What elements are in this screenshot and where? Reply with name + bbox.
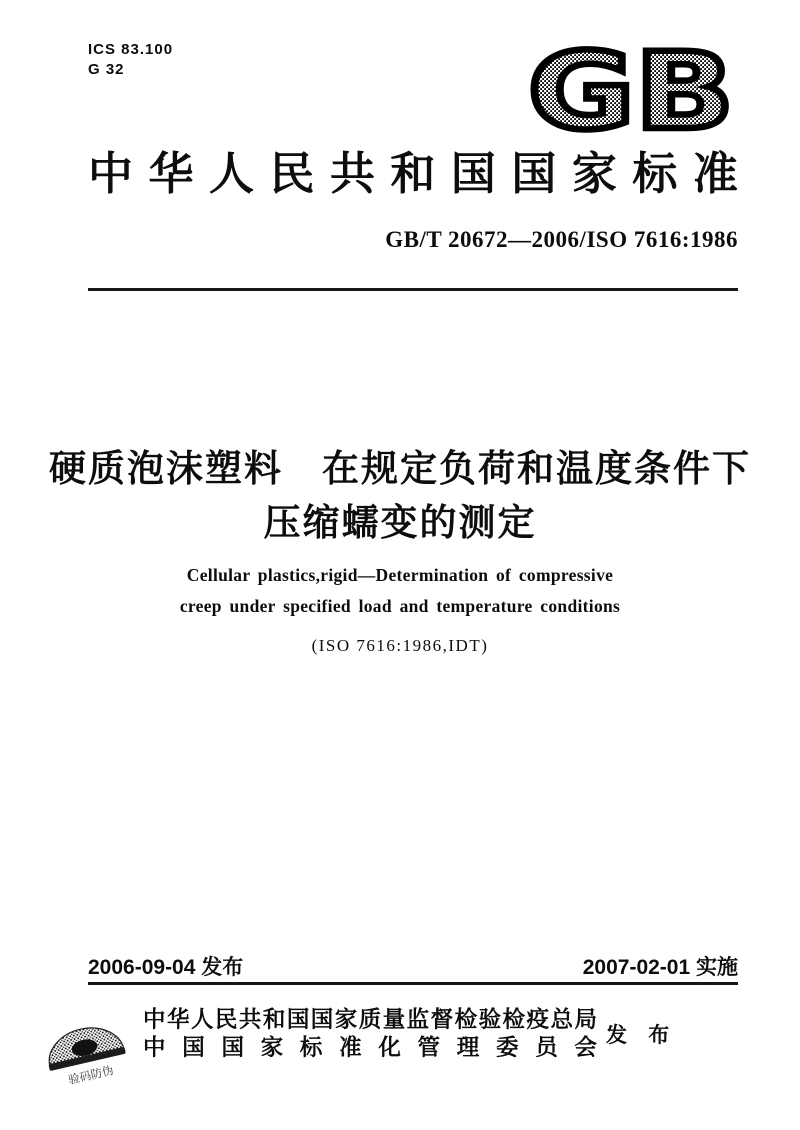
doc-title-cn-line1: 硬质泡沫塑料 在规定负荷和温度条件下 [49,448,751,489]
category-code: G 32 [88,61,125,78]
issuer-block [143,1006,597,1061]
dates-row [88,951,738,981]
seal-icon [34,1004,134,1104]
gb-logo-icon [526,42,738,138]
ics-code: ICS 83.100 [88,41,174,58]
doc-title-en [0,560,800,622]
bottom-divider [88,982,738,985]
doc-title-en-line2: creep under specified load and temperature conditions [179,596,621,616]
classification-block [88,40,173,80]
issuer-secondary: 中 国 国 家 标 准 化 管 理 委 员 会 [143,1034,597,1060]
top-divider [88,288,738,291]
issuer-primary: 中 华 人 民 共 和 国 国 家 质 量 监 督 检 验 检 疫 总 局 [143,1007,597,1032]
standard-number: GB/T 20672—2006/ISO 7616:1986 [385,227,738,252]
implementation-date: 2007-02-01 实施 [582,956,738,979]
doc-title-en-line1: Cellular plastics,rigid—Determination of compressive [186,565,614,585]
anticounterfeit-seal [34,1004,134,1104]
issue-date: 2006-09-04 发布 [88,956,244,979]
doc-title-cn-line2: 压缩蠕变的测定 [263,502,537,543]
seal-text: 验码防伪 [67,1064,115,1087]
publish-label: 发 布 [606,1023,678,1047]
iso-reference: (ISO 7616:1986,IDT) [311,636,489,655]
gb-logo [526,42,738,138]
national-standard-heading: 中 华 人 民 共 和 国 国 家 标 准 [88,149,738,199]
gb-logo-text: GB [528,42,734,138]
